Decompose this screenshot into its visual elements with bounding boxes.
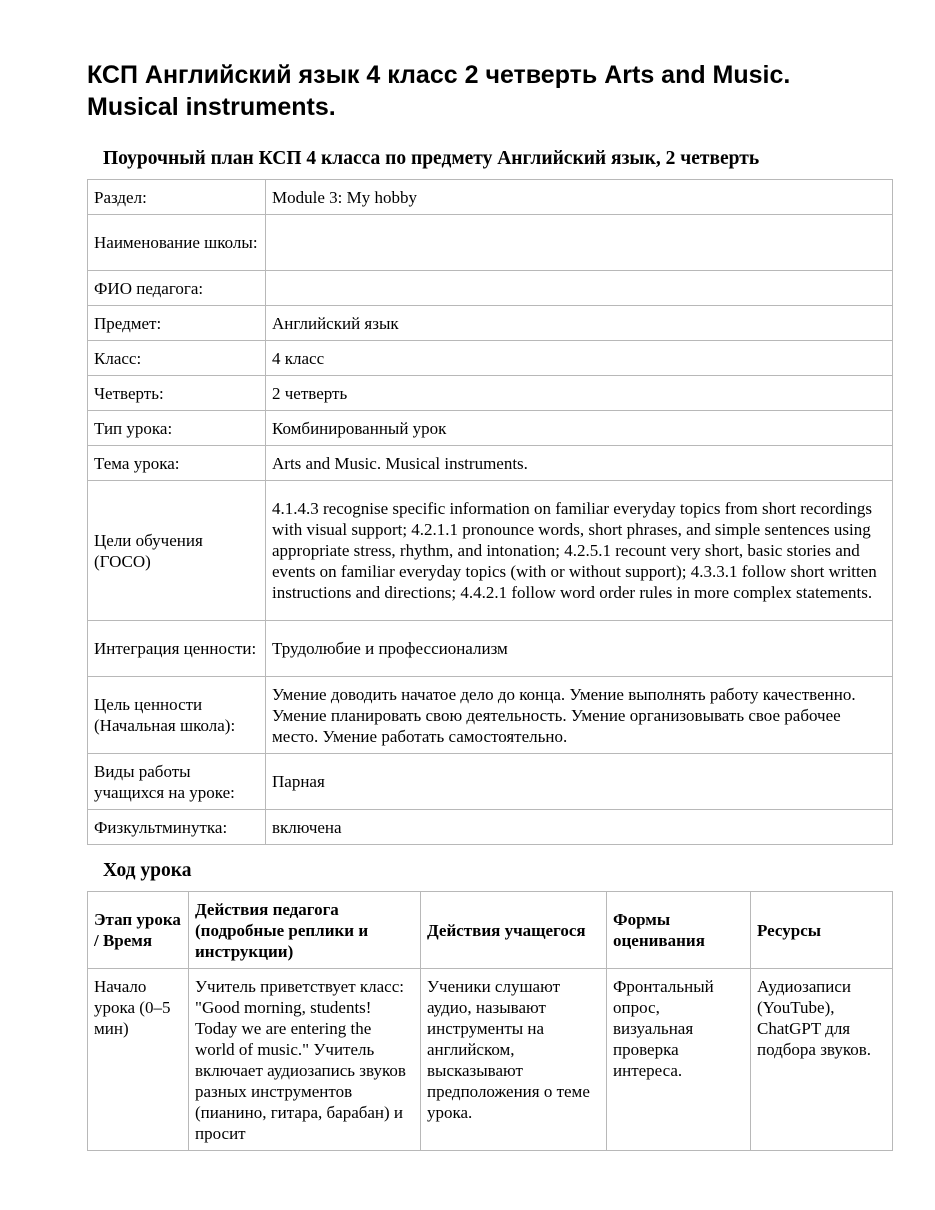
table-row bbox=[88, 969, 893, 1151]
info-key: Раздел: bbox=[88, 180, 266, 215]
info-key: Тема урока: bbox=[88, 446, 266, 481]
col-header-assessment: Формы оценивания bbox=[607, 892, 751, 969]
info-row-quarter bbox=[88, 376, 893, 411]
col-header-student-actions: Действия учащегося bbox=[421, 892, 607, 969]
info-row-lesson-type bbox=[88, 411, 893, 446]
info-key: Наименование школы: bbox=[88, 215, 266, 271]
plan-subtitle: Поурочный план КСП 4 класса по предмету Английский язык, 2 четверть bbox=[103, 148, 760, 169]
document-title: КСП Английский язык 4 класс 2 четверть Arts and Music. Musical instruments. bbox=[87, 61, 791, 121]
lesson-info-table bbox=[87, 179, 893, 845]
info-value: Английский язык bbox=[266, 306, 893, 341]
info-row-value-integration bbox=[88, 621, 893, 677]
info-value: 4.1.4.3 recognise specific information on familiar everyday topics from short recordings with visual support; 4.2.1.1 pronounce words, short phrases, and simple sentences using appropriate stress, rhythm, and intonation; 4.2.5.1 recount very short, basic stories and events on familiar everyday topics (with or without support); 4.3.3.1 follow short written instructions and directions; 4.4.2.1 follow word order rules in more complex statements. bbox=[266, 481, 893, 621]
info-value: 4 класс bbox=[266, 341, 893, 376]
info-value: Module 3: My hobby bbox=[266, 180, 893, 215]
info-value: включена bbox=[266, 810, 893, 845]
info-key: Предмет: bbox=[88, 306, 266, 341]
assessment-cell: Фронтальный опрос, визуальная проверка интереса. bbox=[607, 969, 751, 1151]
info-value: Arts and Music. Musical instruments. bbox=[266, 446, 893, 481]
info-value bbox=[266, 271, 893, 306]
col-header-stage: Этап урока / Время bbox=[88, 892, 189, 969]
info-row-school bbox=[88, 215, 893, 271]
info-row-subject bbox=[88, 306, 893, 341]
info-row-teacher bbox=[88, 271, 893, 306]
info-row-learning-objectives bbox=[88, 481, 893, 621]
info-row-grade bbox=[88, 341, 893, 376]
info-key: Виды работы учащихся на уроке: bbox=[88, 754, 266, 810]
info-key: ФИО педагога: bbox=[88, 271, 266, 306]
info-key: Цель ценности (Начальная школа): bbox=[88, 677, 266, 754]
info-key: Четверть: bbox=[88, 376, 266, 411]
info-value: Умение доводить начатое дело до конца. Умение выполнять работу качественно. Умение планировать свою деятельность. Умение организовывать свое рабочее место. Умение работать самостоятельно. bbox=[266, 677, 893, 754]
info-value: 2 четверть bbox=[266, 376, 893, 411]
lesson-flow-heading: Ход урока bbox=[103, 860, 192, 881]
info-key: Цели обучения (ГОСО) bbox=[88, 481, 266, 621]
info-value: Трудолюбие и профессионализм bbox=[266, 621, 893, 677]
info-row-section bbox=[88, 180, 893, 215]
info-row-lesson-topic bbox=[88, 446, 893, 481]
info-row-work-types bbox=[88, 754, 893, 810]
lesson-flow-table bbox=[87, 891, 893, 1151]
lesson-header-row bbox=[88, 892, 893, 969]
info-key: Тип урока: bbox=[88, 411, 266, 446]
student-actions-cell: Ученики слушают аудио, называют инструменты на английском, высказывают предположения о теме урока. bbox=[421, 969, 607, 1151]
info-key: Класс: bbox=[88, 341, 266, 376]
resources-cell: Аудиозаписи (YouTube), ChatGPT для подбора звуков. bbox=[751, 969, 893, 1151]
info-value: Парная bbox=[266, 754, 893, 810]
teacher-actions-cell: Учитель приветствует класс: "Good morning, students! Today we are entering the world of music." Учитель включает аудиозапись звуков разных инструментов (пианино, гитара, барабан) и просит bbox=[189, 969, 421, 1151]
col-header-resources: Ресурсы bbox=[751, 892, 893, 969]
info-row-value-goal bbox=[88, 677, 893, 754]
stage-cell: Начало урока (0–5 мин) bbox=[88, 969, 189, 1151]
info-key: Физкультминутка: bbox=[88, 810, 266, 845]
info-row-physical-break bbox=[88, 810, 893, 845]
info-value: Комбинированный урок bbox=[266, 411, 893, 446]
info-value bbox=[266, 215, 893, 271]
info-key: Интеграция ценности: bbox=[88, 621, 266, 677]
col-header-teacher-actions: Действия педагога (подробные реплики и инструкции) bbox=[189, 892, 421, 969]
